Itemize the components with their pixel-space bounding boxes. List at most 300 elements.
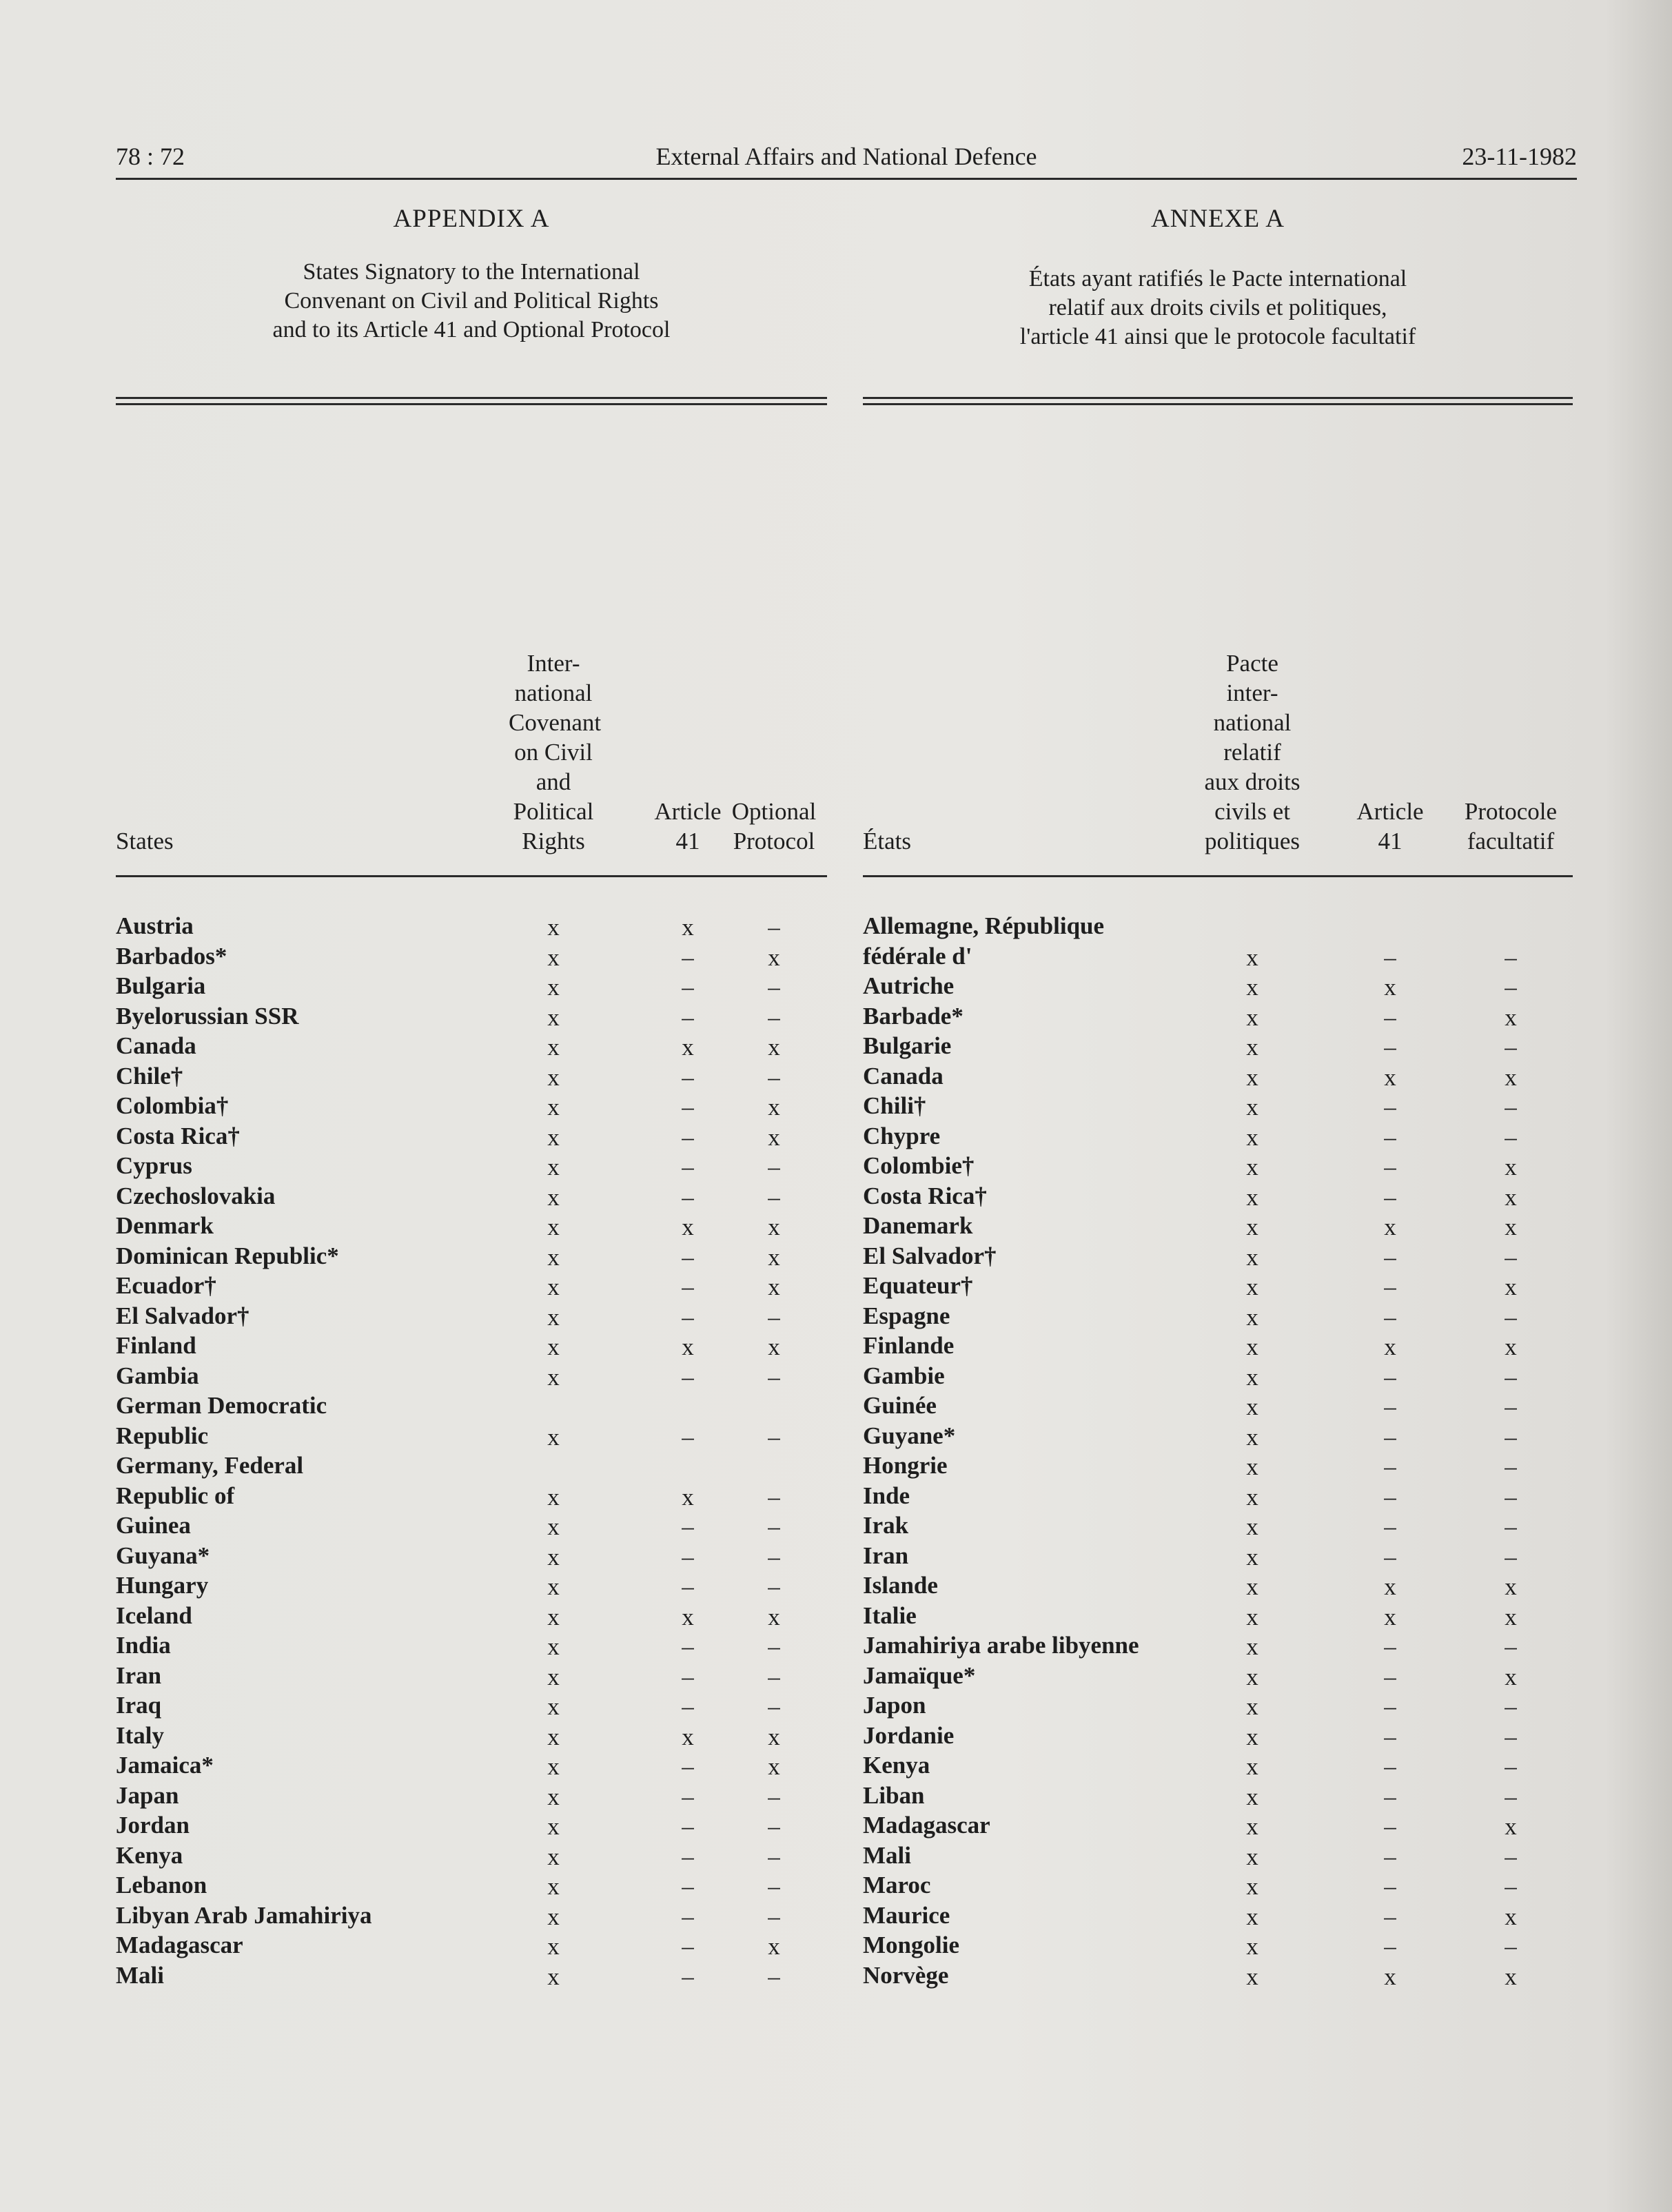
article41-mark: –	[682, 1813, 694, 1840]
covenant-mark: x	[547, 1753, 560, 1780]
state-name: Guyane*	[863, 1422, 956, 1449]
state-name: Islande	[863, 1572, 938, 1599]
state-name: Jamahiriya arabe libyenne	[863, 1632, 1139, 1659]
covenant-mark: x	[1246, 974, 1258, 1001]
article41-mark: x	[1384, 1063, 1396, 1091]
covenant-mark: x	[547, 1903, 560, 1930]
covenant-mark: x	[1246, 1243, 1258, 1271]
article41-mark: –	[682, 1693, 694, 1720]
covenant-mark: x	[1246, 1034, 1258, 1061]
protocol-mark: x	[1505, 1213, 1517, 1240]
article41-mark: –	[682, 1303, 694, 1331]
table-header	[863, 429, 1573, 856]
covenant-mark: x	[1246, 1393, 1258, 1420]
table-row	[116, 1601, 827, 1631]
state-name: Danemark	[863, 1212, 973, 1239]
covenant-mark: x	[547, 1213, 560, 1240]
article41-mark: –	[682, 1423, 694, 1451]
protocol-mark: –	[1505, 1513, 1517, 1540]
covenant-mark: x	[547, 1483, 560, 1510]
state-name: Italie	[863, 1601, 917, 1629]
state-name: Madagascar	[116, 1932, 243, 1958]
table-row	[863, 1091, 1573, 1121]
covenant-mark: x	[547, 1154, 560, 1180]
state-name: Kenya	[116, 1841, 183, 1869]
protocol-mark: –	[1505, 1783, 1517, 1810]
article41-mark: –	[1384, 1483, 1396, 1510]
article41-mark: –	[682, 1873, 694, 1900]
header-rule	[116, 178, 1577, 180]
table-row	[863, 1721, 1573, 1751]
table-row	[863, 1391, 1573, 1421]
column-header-etats: États	[863, 828, 911, 854]
state-name: Libyan Arab Jamahiriya	[116, 1901, 372, 1929]
covenant-mark: x	[1246, 1963, 1258, 1990]
article41-mark: –	[1384, 1633, 1396, 1660]
table-row	[116, 1211, 827, 1241]
table-row	[863, 1930, 1573, 1960]
covenant-mark: x	[1246, 1903, 1258, 1930]
article41-mark: –	[682, 943, 694, 971]
table-row	[116, 1151, 827, 1181]
covenant-mark: x	[547, 1873, 560, 1900]
state-name: Gambia	[116, 1362, 199, 1389]
table-row	[863, 971, 1573, 1001]
state-name: India	[116, 1632, 171, 1659]
table-row	[863, 1601, 1573, 1631]
article41-mark: x	[1384, 1603, 1396, 1630]
covenant-mark: x	[547, 1333, 560, 1360]
table-row	[116, 1630, 827, 1661]
state-name: Barbados*	[116, 942, 227, 970]
protocol-mark: x	[1505, 1963, 1517, 1990]
table-row	[116, 1541, 827, 1571]
article41-mark: –	[1384, 1243, 1396, 1271]
protocol-mark: x	[768, 1123, 780, 1151]
covenant-mark: x	[547, 1723, 560, 1750]
table-row	[863, 1661, 1573, 1691]
article41-mark: –	[1384, 1903, 1396, 1930]
table-row	[863, 1481, 1573, 1511]
protocol-mark: –	[768, 1903, 780, 1930]
protocol-mark: –	[1505, 974, 1517, 1001]
table-row	[116, 1750, 827, 1781]
protocol-mark: –	[1505, 1243, 1517, 1271]
table-row	[863, 1870, 1573, 1901]
article41-mark: –	[1384, 1693, 1396, 1720]
appendix-subtitle: States Signatory to the International Convenant on Civil and Political Rights and to its Article 41 and Optional Protocol	[272, 259, 671, 342]
table-row	[116, 1721, 827, 1751]
covenant-mark: x	[547, 943, 560, 971]
covenant-mark: x	[547, 1273, 560, 1300]
protocol-mark: –	[768, 1423, 780, 1451]
covenant-mark: x	[1246, 1003, 1258, 1031]
article41-mark: –	[1384, 1303, 1396, 1331]
table-body	[863, 911, 1573, 1990]
covenant-mark: x	[547, 914, 560, 941]
column-header-article41: Article 41	[654, 798, 722, 854]
protocol-mark: –	[768, 1363, 780, 1391]
article41-mark: –	[682, 1003, 694, 1031]
state-name: Denmark	[116, 1212, 214, 1239]
table-row	[116, 1091, 827, 1121]
protocol-mark: x	[768, 1933, 780, 1960]
table-row	[863, 1001, 1573, 1032]
state-name: Mali	[116, 1961, 164, 1989]
article41-mark: x	[682, 1723, 694, 1750]
table-row	[863, 1750, 1573, 1781]
table-row	[116, 1361, 827, 1391]
state-name: Austria	[116, 912, 194, 939]
protocol-mark: –	[768, 1693, 780, 1720]
covenant-mark: x	[1246, 1213, 1258, 1240]
covenant-mark: x	[1246, 1723, 1258, 1750]
state-name: Autriche	[863, 972, 955, 999]
article41-mark: –	[1384, 1663, 1396, 1690]
annexe-title: ANNEXE A	[1150, 205, 1285, 233]
article41-mark: –	[1384, 1513, 1396, 1540]
protocol-mark: x	[768, 943, 780, 971]
covenant-mark: x	[1246, 1663, 1258, 1690]
table-row	[863, 1960, 1573, 1991]
protocol-mark: x	[1505, 1573, 1517, 1600]
table-row	[863, 1331, 1573, 1361]
table-row	[863, 1241, 1573, 1271]
protocol-mark: –	[768, 1963, 780, 1990]
covenant-mark: x	[1246, 1543, 1258, 1570]
protocol-mark: x	[768, 1034, 780, 1061]
table-row	[863, 1271, 1573, 1301]
covenant-mark: x	[1246, 1273, 1258, 1300]
state-name: Ecuador†	[116, 1272, 216, 1299]
table-row	[863, 1211, 1573, 1241]
covenant-mark: x	[1246, 1783, 1258, 1810]
article41-mark: –	[1384, 1813, 1396, 1840]
state-name: Costa Rica†	[863, 1182, 987, 1209]
state-name: Inde	[863, 1482, 910, 1509]
covenant-mark: x	[1246, 1933, 1258, 1960]
article41-mark: –	[682, 1243, 694, 1271]
covenant-mark: x	[547, 1843, 560, 1870]
protocol-mark: x	[1505, 1333, 1517, 1360]
article41-mark: –	[682, 1063, 694, 1091]
covenant-mark: x	[1246, 1513, 1258, 1540]
covenant-mark: x	[547, 1663, 560, 1690]
protocol-mark: x	[1505, 1663, 1517, 1690]
covenant-mark: x	[547, 1063, 560, 1091]
protocol-mark: –	[1505, 1393, 1517, 1420]
covenant-mark: x	[1246, 1603, 1258, 1630]
covenant-mark: x	[1246, 1843, 1258, 1870]
article41-mark: –	[682, 1843, 694, 1870]
state-name: Hungary	[116, 1572, 209, 1599]
covenant-mark: x	[547, 1363, 560, 1391]
protocol-mark: x	[1505, 1813, 1517, 1840]
running-header	[116, 142, 1577, 176]
protocol-mark: x	[768, 1273, 780, 1300]
protocol-mark: –	[768, 1063, 780, 1091]
protocol-mark: –	[1505, 1873, 1517, 1900]
state-name: Jamaïque*	[863, 1661, 976, 1689]
table-row	[116, 1510, 827, 1541]
state-name: Guyana*	[116, 1542, 210, 1569]
protocol-mark: x	[1505, 1003, 1517, 1031]
state-name: Iraq	[116, 1692, 162, 1719]
protocol-mark: –	[1505, 1094, 1517, 1120]
covenant-mark: x	[1246, 1183, 1258, 1211]
state-name: Canada	[116, 1032, 196, 1059]
article41-mark: –	[682, 1513, 694, 1540]
table-row	[863, 1181, 1573, 1211]
article41-mark: x	[682, 1034, 694, 1061]
article41-mark: –	[682, 1183, 694, 1211]
protocol-mark: –	[1505, 1483, 1517, 1510]
article41-mark: –	[1384, 1423, 1396, 1451]
state-name: Maurice	[863, 1901, 950, 1929]
table-row	[116, 1661, 827, 1691]
protocol-mark: –	[1505, 1123, 1517, 1151]
article41-mark: –	[682, 1663, 694, 1690]
table-row	[116, 1391, 827, 1451]
covenant-mark: x	[547, 1693, 560, 1720]
covenant-mark: x	[547, 1633, 560, 1660]
state-name: Iran	[863, 1542, 909, 1569]
article41-mark: –	[1384, 1363, 1396, 1391]
table-row	[863, 1121, 1573, 1151]
state-name: Mongolie	[863, 1932, 959, 1958]
table-row	[116, 971, 827, 1001]
covenant-mark: x	[1246, 1423, 1258, 1451]
state-name: Colombie†	[863, 1152, 975, 1179]
article41-mark: x	[682, 1333, 694, 1360]
covenant-mark: x	[1246, 1633, 1258, 1660]
table-row	[863, 1151, 1573, 1181]
table-row	[116, 1451, 827, 1510]
state-name: Chili†	[863, 1092, 926, 1119]
protocol-mark: x	[768, 1094, 780, 1120]
article41-mark: –	[682, 1094, 694, 1120]
state-name: Bulgarie	[863, 1032, 952, 1059]
table-row	[863, 1451, 1573, 1481]
covenant-mark: x	[547, 1513, 560, 1540]
state-name: Equateur†	[863, 1272, 973, 1299]
table-row	[116, 1690, 827, 1721]
covenant-mark: x	[547, 1783, 560, 1810]
covenant-mark: x	[1246, 1873, 1258, 1900]
protocol-mark: x	[1505, 1903, 1517, 1930]
article41-mark: –	[1384, 1154, 1396, 1180]
state-name: Japon	[863, 1692, 926, 1719]
article41-mark: –	[1384, 1453, 1396, 1480]
protocol-mark: –	[1505, 1843, 1517, 1870]
table-row	[863, 1841, 1573, 1871]
state-name: Espagne	[863, 1302, 950, 1329]
article41-mark: –	[1384, 1393, 1396, 1420]
covenant-mark: x	[1246, 1154, 1258, 1180]
article41-mark: –	[1384, 1753, 1396, 1780]
table-row	[863, 1630, 1573, 1661]
state-name: Irak	[863, 1512, 909, 1539]
article41-mark: –	[682, 1363, 694, 1391]
article41-mark: –	[1384, 1183, 1396, 1211]
table-row	[863, 1781, 1573, 1811]
protocol-mark: x	[1505, 1603, 1517, 1630]
table-row	[116, 1121, 827, 1151]
protocol-mark: –	[1505, 1633, 1517, 1660]
column-header-protocol: Optional Protocol	[731, 798, 817, 854]
protocol-mark: x	[1505, 1183, 1517, 1211]
protocol-mark: –	[768, 1303, 780, 1331]
state-name: Costa Rica†	[116, 1122, 240, 1149]
covenant-mark: x	[547, 1543, 560, 1570]
state-name: Jordan	[116, 1812, 190, 1839]
article41-mark: x	[682, 1213, 694, 1240]
covenant-mark: x	[1246, 1693, 1258, 1720]
protocol-mark: –	[768, 1633, 780, 1660]
state-name: Iceland	[116, 1601, 192, 1629]
table-row	[116, 1901, 827, 1931]
protocol-mark: x	[1505, 1154, 1517, 1180]
annexe-subtitle: États ayant ratifiés le Pacte international relatif aux droits civils et politiques, l'article 41 ainsi que le protocole facultatif	[1019, 266, 1416, 349]
table-row	[116, 1061, 827, 1092]
covenant-mark: x	[547, 1183, 560, 1211]
article41-mark: –	[682, 1933, 694, 1960]
protocol-mark: x	[768, 1723, 780, 1750]
table-row	[116, 1301, 827, 1331]
state-name: Italy	[116, 1721, 164, 1749]
protocol-mark: x	[1505, 1273, 1517, 1300]
table-row	[863, 1810, 1573, 1841]
article41-mark: –	[1384, 1003, 1396, 1031]
covenant-mark: x	[1246, 1303, 1258, 1331]
article41-mark: –	[682, 1783, 694, 1810]
table-row	[116, 1001, 827, 1032]
table-row	[863, 1541, 1573, 1571]
table-body	[116, 911, 827, 1990]
article41-mark: –	[682, 1543, 694, 1570]
protocol-mark: x	[768, 1603, 780, 1630]
covenant-mark: x	[547, 1423, 560, 1451]
article41-mark: –	[1384, 943, 1396, 971]
table-row	[116, 941, 827, 972]
protocol-mark: x	[768, 1243, 780, 1271]
article41-mark: x	[682, 1603, 694, 1630]
state-name: Japan	[116, 1781, 179, 1809]
state-name: El Salvador†	[863, 1242, 997, 1269]
protocol-mark: –	[1505, 1693, 1517, 1720]
state-name: Barbade*	[863, 1002, 964, 1030]
state-name: Jordanie	[863, 1721, 955, 1749]
state-name: Canada	[863, 1062, 944, 1089]
state-name: Finlande	[863, 1332, 955, 1359]
article41-mark: –	[1384, 1543, 1396, 1570]
page-date: 23-11-1982	[1462, 143, 1577, 170]
state-name: Germany, Federal Republic of	[116, 1452, 304, 1509]
state-name: Guinea	[116, 1512, 191, 1539]
protocol-mark: –	[1505, 1453, 1517, 1480]
protocol-mark: –	[768, 974, 780, 1001]
table-row	[863, 1421, 1573, 1451]
table-row	[116, 911, 827, 941]
protocol-mark: –	[1505, 1034, 1517, 1061]
state-name: Mali	[863, 1841, 911, 1869]
covenant-mark: x	[547, 974, 560, 1001]
state-name: Madagascar	[863, 1812, 990, 1839]
article41-mark: x	[682, 914, 694, 941]
double-rule	[863, 397, 1573, 405]
column-header-pacte: Pacte inter- national relatif aux droits civils et politiques	[1204, 650, 1301, 854]
table-row	[863, 1901, 1573, 1931]
state-name: Czechoslovakia	[116, 1182, 276, 1209]
state-name: Liban	[863, 1781, 925, 1809]
appendix-title: APPENDIX A	[393, 205, 550, 233]
state-name: El Salvador†	[116, 1302, 249, 1329]
covenant-mark: x	[1246, 1573, 1258, 1600]
covenant-mark: x	[547, 1603, 560, 1630]
article41-mark: –	[682, 1273, 694, 1300]
english-column	[116, 204, 827, 1990]
protocol-mark: –	[1505, 1933, 1517, 1960]
table-row	[863, 911, 1573, 971]
article41-mark: –	[682, 1154, 694, 1180]
state-name: Allemagne, République fédérale d'	[863, 912, 1105, 970]
article41-mark: –	[682, 1963, 694, 1990]
column-header-protocole: Protocole facultatif	[1464, 798, 1558, 854]
table-row	[116, 1031, 827, 1061]
protocol-mark: –	[768, 1003, 780, 1031]
state-name: Kenya	[863, 1752, 930, 1779]
table-row	[863, 1510, 1573, 1541]
state-name: Maroc	[863, 1872, 931, 1898]
covenant-mark: x	[547, 1003, 560, 1031]
state-name: Hongrie	[863, 1452, 948, 1479]
protocol-mark: –	[768, 1873, 780, 1900]
article41-mark: x	[1384, 1213, 1396, 1240]
double-rule	[116, 397, 827, 405]
table-row	[116, 1271, 827, 1301]
french-column	[863, 204, 1573, 1990]
table-row	[863, 1690, 1573, 1721]
table-row	[863, 1301, 1573, 1331]
publication-title: External Affairs and National Defence	[655, 143, 1037, 170]
covenant-mark: x	[1246, 1363, 1258, 1391]
protocol-mark: –	[1505, 1303, 1517, 1331]
table-row	[116, 1781, 827, 1811]
table-row	[116, 1241, 827, 1271]
state-name: Byelorussian SSR	[116, 1002, 299, 1030]
covenant-mark: x	[547, 1813, 560, 1840]
protocol-mark: x	[768, 1753, 780, 1780]
page-number: 78 : 72	[116, 143, 185, 170]
state-name: Jamaica*	[116, 1752, 214, 1779]
state-name: Dominican Republic*	[116, 1242, 339, 1269]
state-name: Chypre	[863, 1122, 941, 1149]
protocol-mark: –	[768, 1543, 780, 1570]
article41-mark: –	[682, 1123, 694, 1151]
article41-mark: –	[1384, 1723, 1396, 1750]
article41-mark: –	[682, 1633, 694, 1660]
protocol-mark: x	[768, 1333, 780, 1360]
protocol-mark: –	[768, 1663, 780, 1690]
article41-mark: x	[1384, 1963, 1396, 1990]
article41-mark: –	[682, 974, 694, 1001]
protocol-mark: –	[768, 914, 780, 941]
column-header-states: States	[116, 828, 174, 854]
protocol-mark: –	[1505, 1423, 1517, 1451]
covenant-mark: x	[1246, 1483, 1258, 1510]
covenant-mark: x	[1246, 1123, 1258, 1151]
protocol-mark: –	[768, 1573, 780, 1600]
